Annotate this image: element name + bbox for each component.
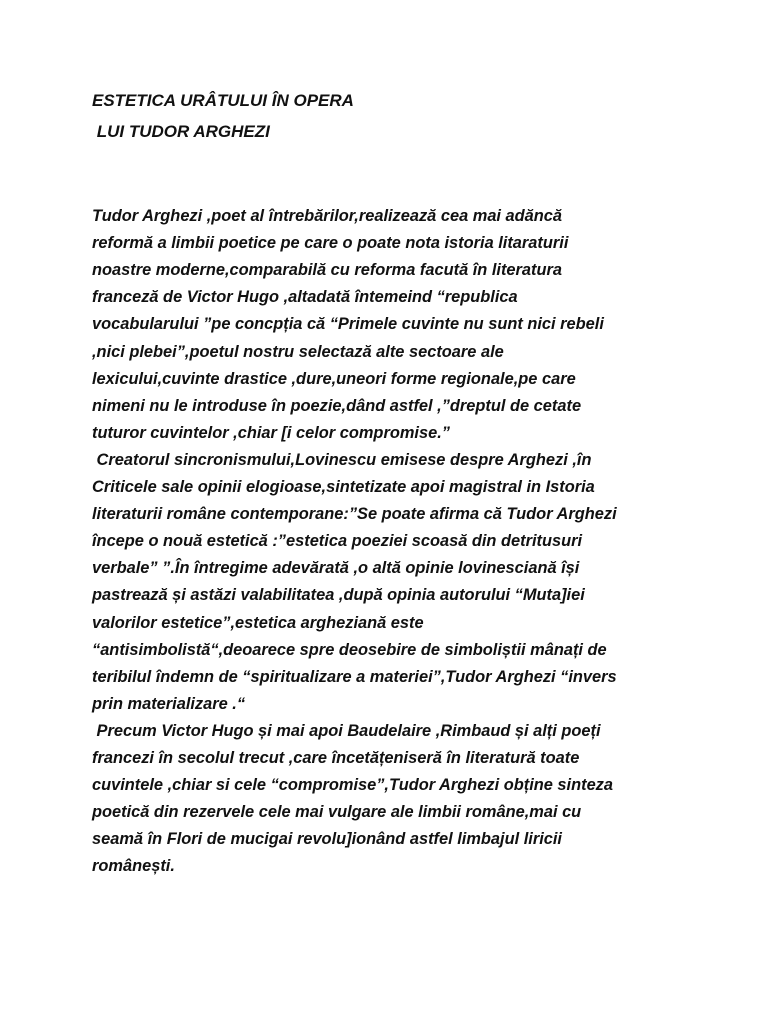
body-text-line: prin materializare .“: [92, 694, 246, 713]
body-text-line: pastrează și astăzi valabilitatea ,după opinia autorului “Muta]iei: [92, 586, 585, 605]
body-text-line: “antisimbolistă“,deoarece spre deosebire de simboliștii mânați de: [92, 640, 607, 659]
body-text-line: verbale” ”.În întregime adevărată ,o altă opinie lovinesciană își: [92, 559, 580, 578]
body-text-line: Criticele sale opinii elogioase,sintetizate apoi magistral in Istoria: [92, 478, 595, 496]
body-text-line: tuturor cuvintelor ,chiar [i celor compromise.”: [92, 423, 450, 442]
body-text-line: francezi în secolul trecut ,care încetățeniseră în literatură toate: [92, 749, 580, 767]
body-text-line: cuvintele ,chiar si cele “compromise”,Tudor Arghezi obține sinteza: [92, 776, 613, 795]
body-text-line: valorilor estetice”,estetica argheziană este: [92, 613, 424, 632]
body-text-line: lexicului,cuvinte drastice ,dure,uneori forme regionale,pe care: [92, 369, 576, 388]
body-text-line: vocabularului ”pe concpția că “Primele cuvinte nu sunt nici rebeli: [92, 315, 604, 334]
body-text-line: Tudor Arghezi ,poet al întrebărilor,realizează cea mai adăncă: [92, 207, 563, 225]
body-text-line: teribilul îndemn de “spiritualizare a materiei”,Tudor Arghezi “invers: [92, 667, 617, 686]
body-text-line: ,nici plebei”,poetul nostru selectază alte sectoare ale: [92, 342, 504, 361]
body-text-line: noastre moderne,comparabilă cu reforma facută în literatura: [92, 261, 563, 280]
body-text-line: Creatorul sincronismului,Lovinescu emisese despre Arghezi ,în: [92, 450, 592, 469]
body-text-line: seamă în Flori de mucigai revolu]ionând astfel limbajul liricii: [92, 830, 562, 849]
body-text-line: nimeni nu le introduse în poezie,dând astfel ,”dreptul de cetate: [92, 396, 582, 415]
body-text-line: poetică din rezervele cele mai vulgare ale limbii române,mai cu: [92, 803, 582, 822]
body-text-line: literaturii române contemporane:”Se poate afirma că Tudor Arghezi: [92, 505, 617, 524]
body-text-line: Precum Victor Hugo și mai apoi Baudelaire ,Rimbaud și alți poeți: [92, 721, 601, 740]
body-text-line: românești.: [92, 857, 175, 876]
body-text-line: începe o nouă estetică :”estetica poeziei scoasă din detritusuri: [92, 532, 583, 551]
body-text-line: reformă a limbii poetice pe care o poate nota istoria litaraturii: [92, 234, 569, 253]
document-title-line-2: LUI TUDOR ARGHEZI: [92, 122, 270, 141]
body-text-line: franceză de Victor Hugo ,altadată întemeind “republica: [92, 288, 518, 307]
document-title-line-1: ESTETICA URÂTULUI ÎN OPERA: [92, 91, 354, 110]
